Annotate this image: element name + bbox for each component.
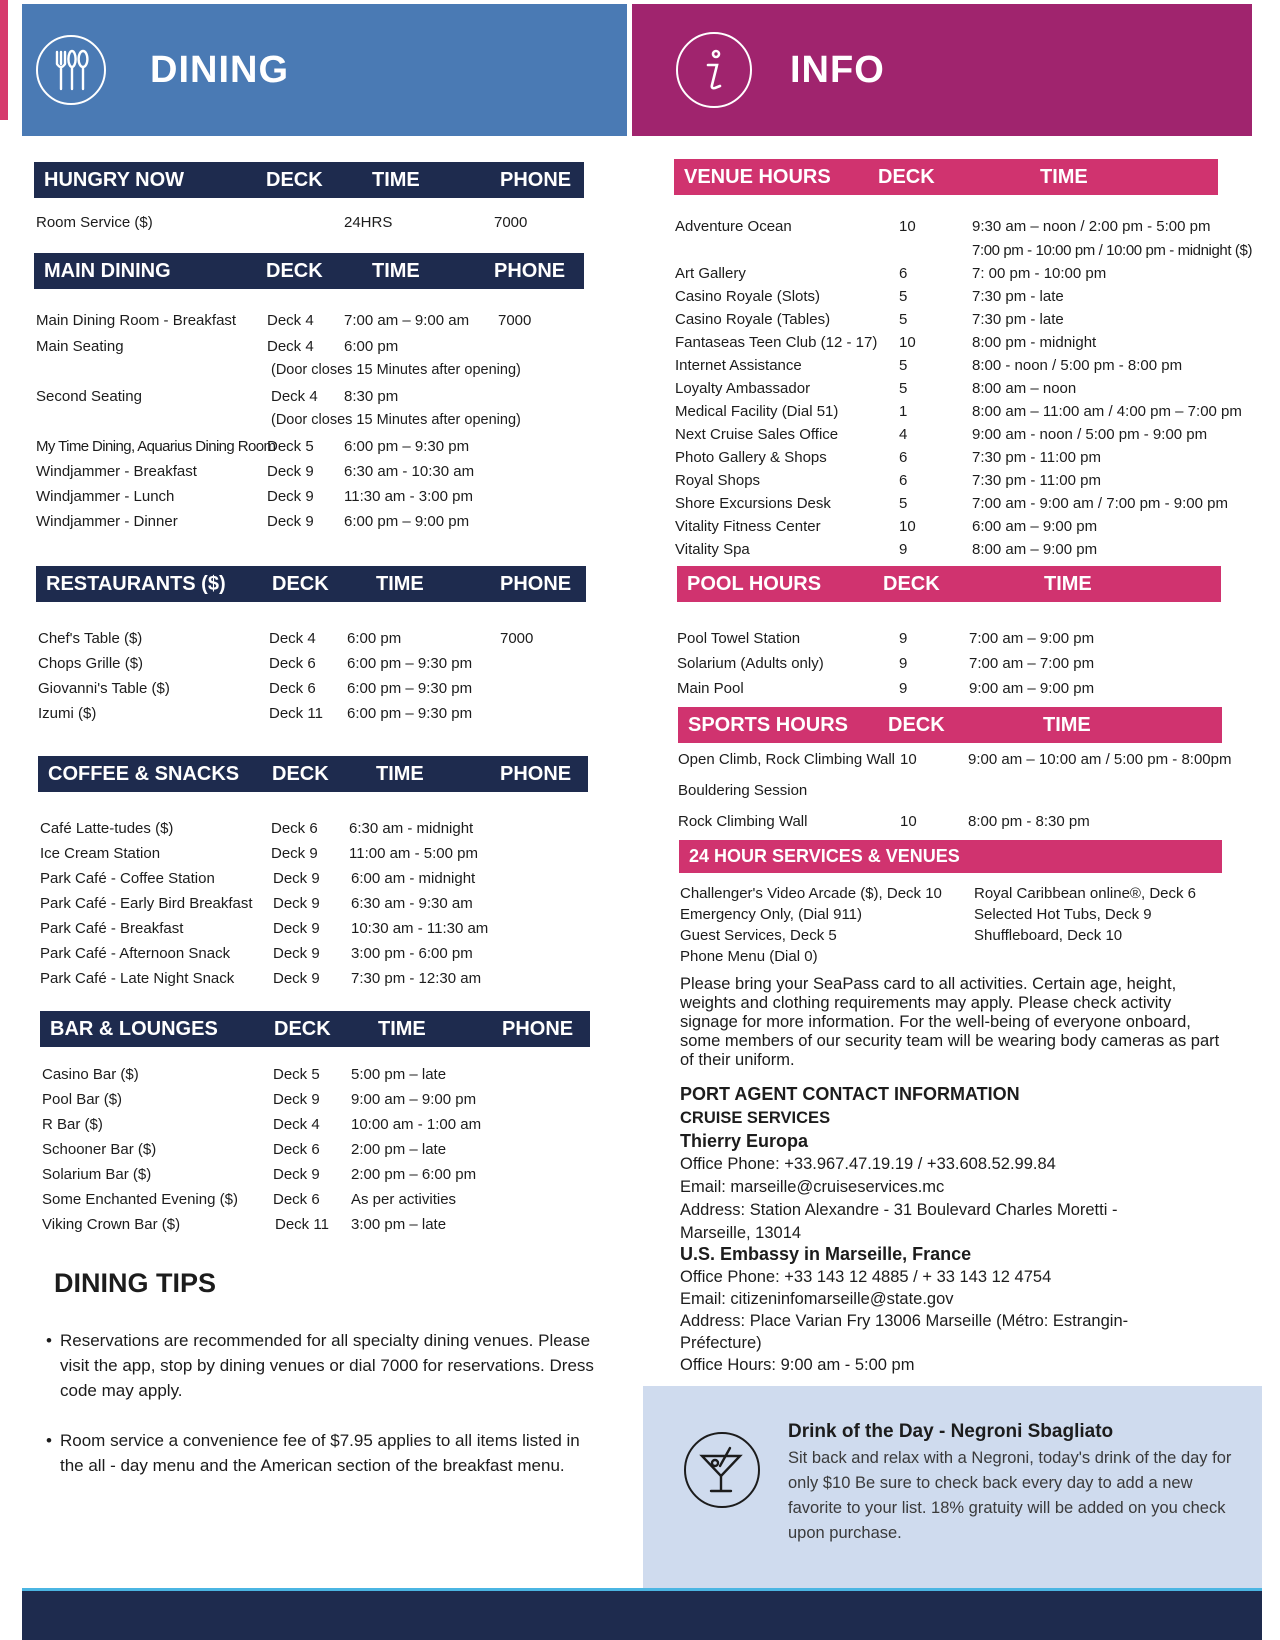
list-item: Emergency Only, (Dial 911) [680,906,863,923]
seapass-notice: Please bring your SeaPass card to all activities. Certain age, height, weights and clothing requirements may apply. Please check activity signage for more information. For the well-being of everyone onboard, some members of our security team will be wearing body cameras as part of their uniform. [680,975,1220,1069]
embassy-title: U.S. Embassy in Marseille, France [680,1244,972,1264]
info-banner [632,4,1252,136]
dining-banner [22,4,627,136]
port-agent-address: Address: Station Alexandre - 31 Boulevard Charles Moretti - [680,1201,1118,1219]
edge-strip [0,0,8,120]
hungry-now-header: HUNGRY NOW DECK TIME PHONE [34,162,584,198]
tip-item: • Reservations are recommended for all specialty dining venues. Please visit the app, stop by dining venues or dial 7000 for reservations. Dress code may apply. [46,1331,594,1400]
door-note: (Door closes 15 Minutes after opening) [271,412,521,428]
embassy-phone: Office Phone: +33 143 12 4885 / + 33 143 12 4754 [680,1268,1052,1286]
list-item: Phone Menu (Dial 0) [680,948,818,965]
table-row: 7:00 pm - 10:00 pm / 10:00 pm - midnight ($) [972,242,1253,259]
port-agent-title: PORT AGENT CONTACT INFORMATION [680,1084,1020,1104]
dining-tips-title: DINING TIPS [54,1268,217,1298]
port-agent-company: CRUISE SERVICES [680,1109,831,1127]
list-item: Royal Caribbean online®, Deck 6 [974,885,1197,902]
dining-title: DINING [150,48,289,91]
bars-header: BAR & LOUNGES DECK TIME PHONE [40,1011,590,1047]
info-icon [676,32,752,108]
drink-title: Drink of the Day - Negroni Sbagliato [788,1421,1114,1442]
info-title: INFO [790,48,885,91]
pool-hours-header: POOL HOURS DECK TIME [677,566,1221,602]
port-agent-address: Marseille, 13014 [680,1224,802,1242]
list-item: Shuffleboard, Deck 10 [974,927,1123,944]
port-agent-name: Thierry Europa [680,1131,809,1151]
services-header: 24 HOUR SERVICES & VENUES [679,840,1222,873]
list-item: Selected Hot Tubs, Deck 9 [974,906,1152,923]
door-note: (Door closes 15 Minutes after opening) [271,362,521,378]
drink-description: Sit back and relax with a Negroni, today's drink of the day for only $10 Be sure to check back every day to add a new favorite to your list. 18% gratuity will be added on you check upon purchase. [788,1449,1232,1542]
port-agent-email: Email: marseille@cruiseservices.mc [680,1178,945,1196]
embassy-hours: Office Hours: 9:00 am - 5:00 pm [680,1356,915,1374]
restaurants-header: RESTAURANTS ($) DECK TIME PHONE [36,566,586,602]
coffee-snacks-header: COFFEE & SNACKS DECK TIME PHONE [38,756,588,792]
embassy-address: Préfecture) [680,1334,762,1352]
port-agent-phone: Office Phone: +33.967.47.19.19 / +33.608.52.99.84 [680,1155,1056,1173]
fork-knife-spoon-icon [36,35,106,105]
list-item: Challenger's Video Arcade ($), Deck 10 [680,885,942,902]
embassy-email: Email: citizeninfomarseille@state.gov [680,1290,954,1308]
list-item: Guest Services, Deck 5 [680,927,837,944]
footer-bar [22,1591,1262,1640]
embassy-address: Address: Place Varian Fry 13006 Marseille (Métro: Estrangin- [680,1312,1129,1330]
main-dining-header: MAIN DINING DECK TIME PHONE [34,253,584,289]
venue-hours-header: VENUE HOURS DECK TIME [674,159,1218,195]
sports-hours-header: SPORTS HOURS DECK TIME [678,707,1222,743]
cocktail-glass-icon [684,1432,760,1508]
tip-item: • Room service a convenience fee of $7.95 applies to all items listed in the all - day menu and the American section of the breakfast menu. [46,1431,580,1475]
